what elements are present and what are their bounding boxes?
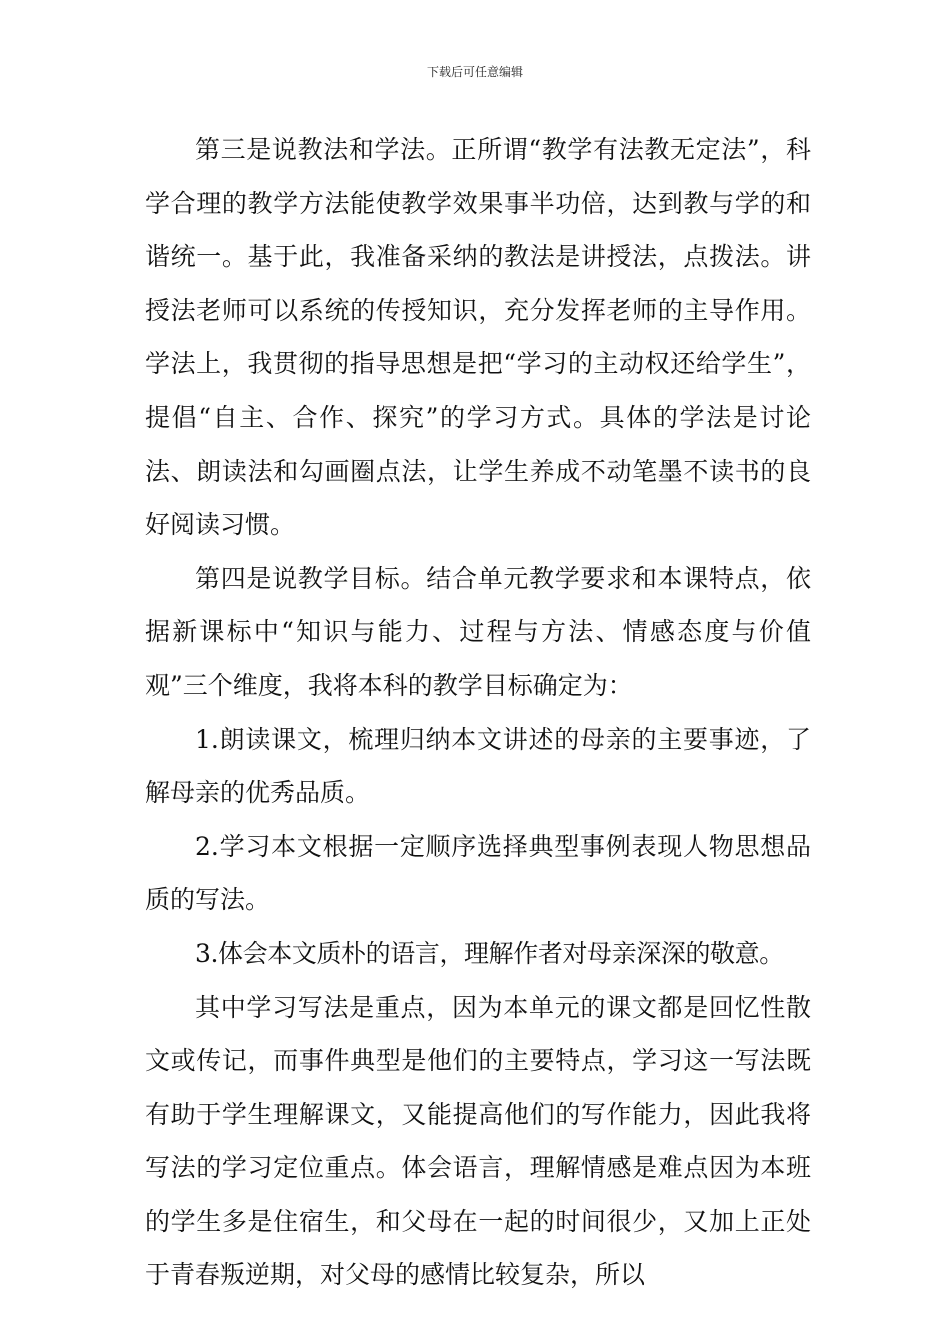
paragraph-teaching-methods: 第三是说教法和学法。正所谓“教学有法教无定法”，科学合理的教学方法能使教学效果事半功倍，达到教与学的和谐统一。基于此，我准备采纳的教法是讲授法，点拨法。讲授法老师可以系统的传授知识，充分发挥老师的主导作用。学法上，我贯彻的指导思想是把“学习的主动权还给学生”，提倡“自主、合作、探究”的学习方式。具体的学法是讨论法、朗读法和勾画圈点法，让学生养成不动笔墨不读书的良好阅读习惯。: [145, 135, 811, 540]
objective-item-2: 2.学习本文根据一定顺序选择典型事例表现人物思想品质的写法。: [145, 831, 811, 915]
objective-item-3: 3.体会本文质朴的语言，理解作者对母亲深深的敬意。: [195, 938, 784, 968]
paragraph-teaching-objectives: 第四是说教学目标。结合单元教学要求和本课特点，依据新课标中“知识与能力、过程与方法、情感态度与价值观”三个维度，我将本科的教学目标确定为：: [145, 563, 811, 700]
paragraph-key-points: 其中学习写法是重点，因为本单元的课文都是回忆性散文或传记，而事件典型是他们的主要特点，学习这一写法既有助于学生理解课文，又能提高他们的写作能力，因此我将写法的学习定位重点。体会语言，理解情感是难点因为本班的学生多是住宿生，和父母在一起的时间很少，又加上正处于青春叛逆期，对父母的感情比较复杂，所以: [145, 992, 811, 1290]
page-header: 下载后可任意编辑: [426, 65, 523, 79]
objective-item-1: 1.朗读课文，梳理归纳本文讲述的母亲的主要事迹，了解母亲的优秀品质。: [145, 724, 811, 808]
document-body: [145, 123, 811, 1302]
